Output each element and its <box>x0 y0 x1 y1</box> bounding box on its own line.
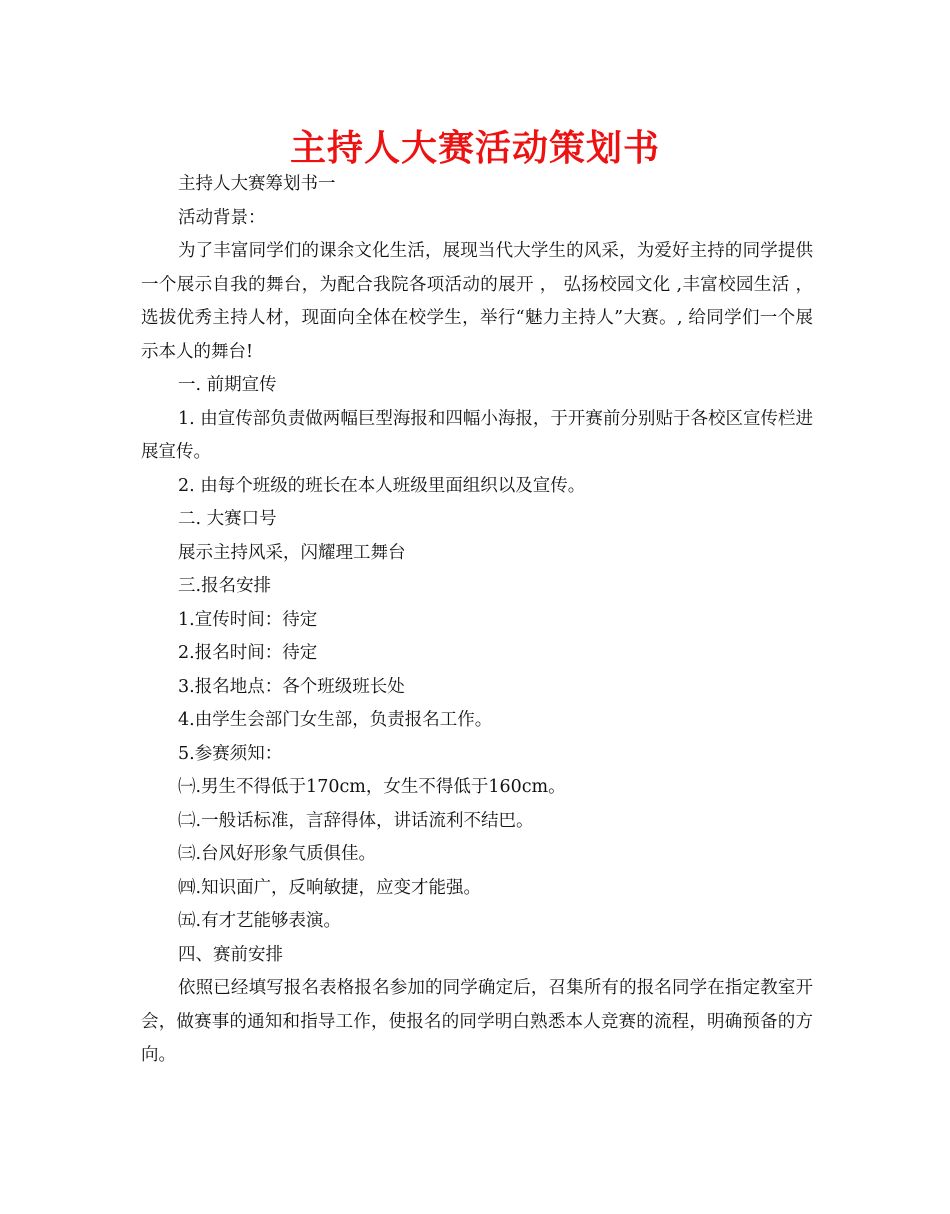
section-heading: 四、赛前安排 <box>178 944 283 965</box>
list-item: 5.参赛须知： <box>178 743 283 764</box>
paragraph: 1. 由宣传部负责做两幅巨型海报和四幅小海报，于开赛前分别贴于各校区宣传栏进展宣传。 <box>141 408 813 462</box>
section-heading: 三.报名安排 <box>178 576 272 596</box>
list-item: 4.由学生会部门女生部，负责报名工作。 <box>178 710 493 730</box>
paragraph: 主持人大赛筹划书一 <box>178 174 336 194</box>
list-item: ㈡.一般话标准，言辞得体，讲话流利不结巴。 <box>178 810 534 831</box>
list-item: 2.报名时间：待定 <box>178 643 318 663</box>
paragraph: 展示主持风采，闪耀理工舞台 <box>178 542 406 563</box>
section-heading: 二. 大赛口号 <box>178 509 277 529</box>
list-item: 3.报名地点：各个班级班长处 <box>178 676 405 697</box>
document-title: 主持人大赛活动策划书 <box>289 128 660 169</box>
paragraph: 依照已经填写报名表格报名参加的同学确定后，召集所有的报名同学在指定教室开会，做赛事的通知和指导工作，使报名的同学明白熟悉本人竞赛的流程，明确预备的方向。 <box>141 978 813 1065</box>
list-item: ㈣.知识面广，反响敏捷，应变才能强。 <box>178 877 482 898</box>
list-item: 1.宣传时间：待定 <box>178 609 318 630</box>
list-item: ㈠.男生不得低于170cm，女生不得低于160cm。 <box>178 777 566 797</box>
section-heading: 一. 前期宣传 <box>178 375 277 395</box>
list-item: ㈢.台风好形象气质俱佳。 <box>178 844 377 864</box>
list-item: ㈤.有才艺能够表演。 <box>178 911 342 931</box>
paragraph: 2. 由每个班级的班长在本人班级里面组织以及宣传。 <box>178 475 586 496</box>
paragraph: 为了丰富同学们的课余文化生活，展现当代大学生的风采，为爱好主持的同学提供一个展示自我的舞台，为配合我院各项活动的展开 ， 弘扬校园文化 ,丰富校园生活 ， 选拔优秀主持人材，现面向全体在校学生，举行“魅力主持人”大赛。, 给同学们一个展示本人的舞台! <box>141 241 813 362</box>
paragraph: 活动背景： <box>178 207 266 228</box>
document-body <box>141 168 813 1073</box>
